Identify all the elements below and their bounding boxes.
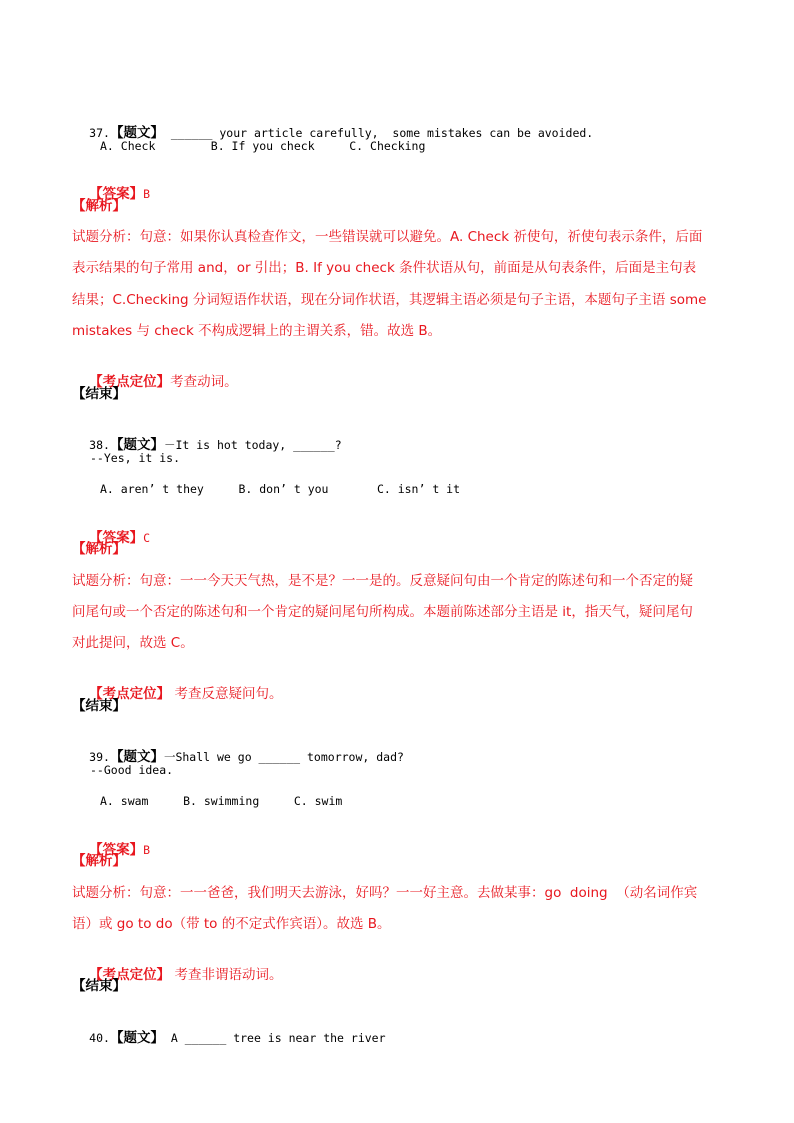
question-38-analysis-line: 对此提问，故选 C。	[72, 635, 194, 651]
question-38-point: 【考点定位】 考查反意疑问句。	[89, 686, 283, 702]
question-39-options: A. swam B. swimming C. swim	[100, 794, 343, 808]
question-37-analysis-line: 表示结果的句子常用 and，or 引出；B. If you check 条件状语从句，前面是从句表条件，后面是主句表	[72, 260, 697, 276]
question-39-analysis-label: 【解析】	[72, 853, 126, 869]
question-39-reply: --Good idea.	[90, 763, 174, 777]
question-38-stem: 38.【题文】－It is hot today, ______?	[89, 437, 342, 453]
question-38-options: A. aren’ t they B. don’ t you C. isn’ t it	[100, 482, 461, 496]
question-37-end: 【结束】	[72, 386, 126, 402]
question-38-analysis-label: 【解析】	[72, 541, 126, 557]
question-39-analysis-line: 语）或 go to do（带 to 的不定式作宾语）。故选 B。	[72, 916, 391, 932]
question-37-stem: 37.【题文】 ______ your article carefully, some mistakes can be avoided.	[89, 125, 594, 141]
question-38-analysis-line: 试题分析：句意：一一今天天气热，是不是？一一是的。反意疑问句由一个肯定的陈述句和一个否定的疑	[72, 573, 693, 589]
question-38-end: 【结束】	[72, 698, 126, 714]
question-38-analysis-line: 问尾句或一个否定的陈述句和一个肯定的疑问尾句所构成。本题前陈述部分主语是 it，指天气，疑问尾句	[72, 604, 693, 620]
question-37-analysis-label: 【解析】	[72, 198, 126, 214]
question-37-analysis-line: 试题分析：句意：如果你认真检查作文，一些错误就可以避免。A. Check 祈使句，祈使句表示条件，后面	[72, 229, 703, 245]
question-37-answer: 【答案】B	[89, 186, 151, 202]
question-39-stem: 39.【题文】一Shall we go ______ tomorrow, dad?	[89, 749, 404, 765]
question-39-answer: 【答案】B	[89, 842, 151, 858]
question-38-answer: 【答案】C	[89, 530, 151, 546]
question-39-analysis-line: 试题分析：句意：一一爸爸，我们明天去游泳，好吗？一一好主意。去做某事：go doing （动名词作宾	[72, 885, 698, 901]
question-40-stem: 40.【题文】 A ______ tree is near the river	[89, 1030, 386, 1046]
question-37-analysis-line: mistakes 与 check 不构成逻辑上的主谓关系，错。故选 B。	[72, 323, 442, 339]
question-37-point: 【考点定位】考查动词。	[89, 374, 238, 390]
question-39-end: 【结束】	[72, 978, 126, 994]
question-39-point: 【考点定位】 考查非谓语动词。	[89, 967, 283, 983]
question-37-analysis-line: 结果；C.Checking 分词短语作状语，现在分词作状语，其逻辑主语必须是句子主语，本题句子主语 some	[72, 292, 707, 308]
question-38-reply: --Yes, it is.	[90, 451, 181, 465]
question-37-options: A. Check B. If you check C. Checking	[100, 139, 426, 153]
